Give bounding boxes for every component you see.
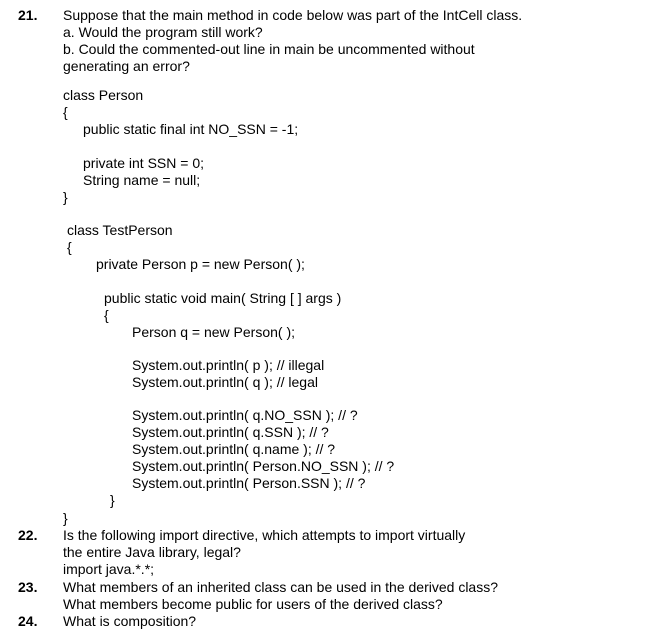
code-line: class Person [63,87,144,103]
code-line: System.out.println( q ); // legal [132,374,318,390]
code-line: public static void main( String [ ] args ) [104,290,342,306]
question-text-line: What members of an inherited class can be used in the derived class? [63,579,499,595]
question-text-line: Suppose that the main method in code below was part of the IntCell class. [63,7,523,23]
code-line: System.out.println( Person.NO_SSN ); // ? [132,458,395,474]
question-text-line: a. Would the program still work? [63,24,263,40]
code-line: System.out.println( p ); // illegal [132,357,325,373]
code-line: } [63,189,68,205]
question-text-line: import java.*.*; [63,561,155,577]
question-text-line: the entire Java library, legal? [63,544,241,560]
code-line: System.out.println( q.NO_SSN ); // ? [132,407,358,423]
question-number: 23. [18,579,38,595]
code-line: System.out.println( q.SSN ); // ? [132,424,329,440]
code-line: class TestPerson [67,222,173,238]
code-line: System.out.println( q.name ); // ? [132,441,336,457]
code-line: Person q = new Person( ); [132,324,296,340]
code-line: String name = null; [83,172,201,188]
code-line: private Person p = new Person( ); [96,256,305,272]
code-line: System.out.println( Person.SSN ); // ? [132,475,366,491]
code-line: } [110,492,115,508]
question-text-line: generating an error? [63,58,190,74]
code-line: private int SSN = 0; [83,155,205,171]
code-line: { [63,104,68,120]
question-number: 24. [18,613,38,629]
code-line: } [63,510,68,526]
question-text-line: Is the following import directive, which attempts to import virtually [63,527,466,543]
question-text-line: b. Could the commented-out line in main be uncommented without [63,41,475,57]
question-number: 21. [18,7,38,23]
question-number: 22. [18,527,38,543]
code-line: { [67,239,72,255]
question-text-line: What members become public for users of the derived class? [63,596,443,612]
code-line: { [104,307,109,323]
question-text-line: What is composition? [63,613,197,629]
code-line: public static final int NO_SSN = -1; [83,121,299,137]
